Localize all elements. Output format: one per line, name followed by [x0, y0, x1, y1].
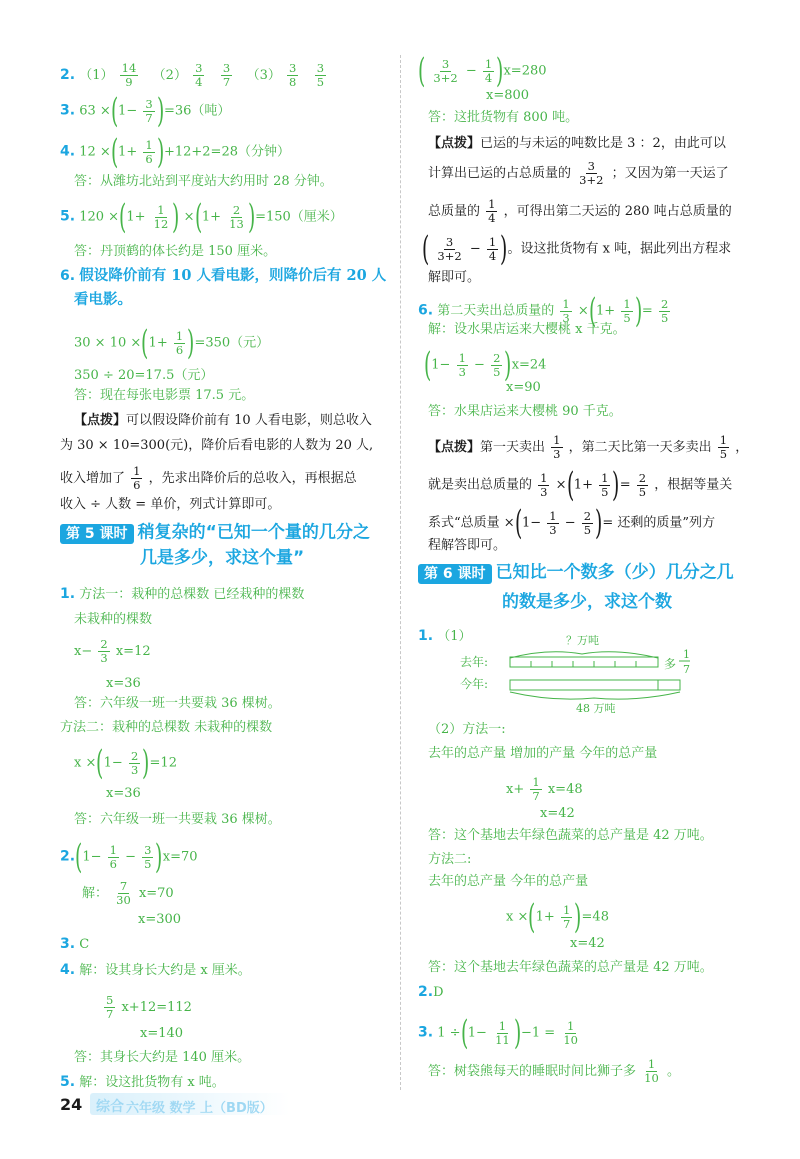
diagram-this-year: 今年: [460, 677, 489, 691]
l5q2-eq: x=300 [138, 912, 182, 927]
fraction: $\frac{1}{6}$ [109, 842, 117, 871]
fraction: $\frac{1}{3}$ [562, 296, 570, 325]
fraction: $\frac{2}{13}$ [229, 202, 244, 231]
l6q1-method1: 去年的总产量 增加的产量 今年的总产量 [428, 746, 658, 761]
fraction: $\frac{2}{5}$ [493, 350, 501, 379]
l6q1-eq1: x+ $\frac{1}{7}$ x=48 [506, 775, 583, 803]
fraction: $\frac{3}{5}$ [316, 61, 325, 89]
l5q3-line: 3. C [60, 936, 90, 952]
q4-answer: 答：从潍坊北站到平度站大约用时 28 分钟。 [74, 174, 333, 189]
l5q4-eq1: $\frac{5}{7}$ x+12=112 [106, 993, 192, 1021]
diagram-total: 48 万吨 [576, 702, 616, 714]
tip3-line2: 就是卖出总质量的 $\frac{1}{3}$ ×(1+ $\frac{1}{5}$ )= $\frac{2}{5}$ ，根据等量关 [428, 465, 733, 505]
fraction: $\frac{1}{7}$ [532, 775, 540, 803]
diagram-more-d: 7 [683, 663, 690, 676]
fraction: $\frac{3}{4}$ [195, 61, 203, 89]
fraction: $\frac{3}{5}$ [144, 842, 152, 871]
tip2-line3: 总质量的 $\frac{1}{4}$ ，可得出第二天运的 280 吨占总质量的 [428, 197, 732, 225]
diagram-more-n: 1 [683, 648, 690, 661]
r-q6-eq2: x=90 [506, 380, 541, 395]
l6q1-answer2: 答：这个基地去年绿色蔬菜的总产量是 42 万吨。 [428, 960, 713, 975]
l5q1-method1: 1. 方法一：栽种的总棵数 已经栽种的棵数 [60, 586, 305, 602]
fraction: $\frac{14}{9}$ [121, 61, 137, 89]
q6-eq1: 30 × 10 ×(1+ $\frac{1}{6}$ )=350（元） [74, 323, 270, 363]
fraction: $\frac{2}{3}$ [100, 637, 108, 665]
fraction: $\frac{3}{8}$ [288, 61, 297, 89]
l5q1-eq3: x ×(1− $\frac{2}{3}$ )=12 [74, 743, 177, 783]
left-column [60, 0, 400, 1159]
fraction: $\frac{1}{3}$ [540, 470, 548, 499]
diagram-qmark: ？万吨 [566, 634, 599, 647]
q5-line: 5. 120 ×(1+ $\frac{1}{12}$ ) ×(1+ $\frac{2}{13}$ )=150（厘米） [60, 197, 343, 237]
l6q1-method2-label: 方法二: [428, 852, 472, 867]
lesson6-header: 第 6 课时 已知比一个数多（少）几分之几 [418, 564, 734, 584]
fraction: $\frac{1}{5}$ [601, 470, 609, 499]
r1-eq2: x=800 [486, 88, 530, 103]
fraction: $\frac{1}{4}$ [488, 234, 497, 263]
fraction: $\frac{2}{5}$ [660, 296, 669, 325]
l5q4-eq2: x=140 [140, 1026, 184, 1041]
r1-eq1: ( $\frac{3}{3+2}$ − $\frac{1}{4}$ )x=280 [417, 51, 547, 91]
fraction: $\frac{1}{7}$ [562, 902, 571, 931]
r-q6-answer: 答：水果店运来大樱桃 90 千克。 [428, 404, 622, 419]
column-divider [400, 55, 401, 1090]
fraction: $\frac{1}{3}$ [553, 433, 561, 461]
q6-title-cont: 看电影。 [74, 291, 132, 308]
lesson-badge: 第 6 课时 [418, 564, 492, 584]
l6q1-method2: 去年的总产量 今年的总产量 [428, 874, 589, 889]
footer-logo: 综合 [96, 1099, 124, 1115]
l5q1-method1b: 未栽种的棵数 [74, 612, 153, 627]
fraction: $\frac{1}{6}$ [145, 137, 153, 166]
r1-answer: 答：这批货物有 800 吨。 [428, 110, 579, 125]
l5q4-answer: 答：其身长大约是 140 厘米。 [74, 1050, 251, 1065]
fraction: $\frac{1}{10}$ [563, 1018, 578, 1047]
fraction: $\frac{2}{5}$ [583, 508, 592, 537]
lesson6-title-cont: 的数是多少，求这个数 [502, 592, 672, 612]
l6q1-answer1: 答：这个基地去年绿色蔬菜的总产量是 42 万吨。 [428, 828, 713, 843]
l6q1-eq2: x=42 [540, 806, 575, 821]
this-year-bar [510, 680, 680, 690]
tip1-line4: 收入 ÷ 人数 = 单价，列式计算即可。 [60, 497, 281, 512]
l6q3-answer: 答：树袋熊每天的睡眠时间比狮子多 $\frac{1}{10}$ 。 [428, 1057, 680, 1085]
fraction: $\frac{1}{6}$ [175, 328, 184, 357]
fraction: $\frac{1}{12}$ [153, 202, 169, 231]
fraction: $\frac{2}{3}$ [130, 748, 139, 777]
tip2-line5: 解即可。 [428, 270, 481, 285]
fraction: $\frac{3}{7}$ [145, 96, 153, 125]
l5q1-answer2: 答：六年级一班一共要栽 36 棵树。 [74, 812, 281, 827]
fraction: $\frac{3}{7}$ [222, 61, 231, 89]
tip3-line3: 系式“总质量 ×(1− $\frac{1}{3}$ − $\frac{2}{5}$ )= 还剩的质量”列方 [428, 503, 716, 543]
lesson5-header: 第 5 课时 稍复杂的“已知一个量的几分之 [60, 524, 370, 544]
right-column [418, 0, 758, 1159]
lesson-badge: 第 5 课时 [60, 524, 134, 544]
tip2-line4: ( $\frac{3}{3+2}$ − $\frac{1}{4}$ )。设这批货物有 x 吨，据此列出方程求 [421, 229, 732, 269]
l5q1-method2: 方法二：栽种的总棵数 未栽种的棵数 [60, 720, 273, 735]
fraction: $\frac{1}{5}$ [719, 433, 728, 461]
q2-line: 2. （1） $\frac{14}{9}$ （2） $\frac{3}{4}$ $\frac{3}{7}$ （3） $\frac{3}{8}$ $\frac{3}{5}$ [60, 61, 325, 89]
l6q1-eq3: x ×(1+ $\frac{1}{7}$ )=48 [506, 897, 609, 937]
fraction: $\frac{1}{4}$ [484, 56, 493, 85]
l6q3-line: 3. 1 ÷(1− $\frac{1}{11}$ )−1 = $\frac{1}{10}$ [418, 1013, 578, 1053]
r-q6-eq1: (1− $\frac{1}{3}$ − $\frac{2}{5}$ )x=24 [423, 345, 547, 385]
fraction: $\frac{7}{30}$ [116, 879, 131, 907]
r-q6-solve: 解：设水果店运来大樱桃 x 千克。 [428, 322, 626, 337]
diagram-more: 多 [664, 657, 677, 671]
page-number: 24 [60, 1095, 83, 1114]
tip3-line4: 程解答即可。 [428, 538, 507, 553]
footer-series: 六年级 数学 上（BD版） [126, 1101, 273, 1116]
l6q1-line: 1. （1） [418, 628, 472, 644]
l5q4-line: 4. 解：设其身长大约是 x 厘米。 [60, 962, 251, 978]
line-segment-diagram [458, 630, 718, 714]
l5q1-eq1: x− $\frac{2}{3}$ x=12 [74, 637, 151, 665]
fraction: $\frac{1}{11}$ [495, 1018, 510, 1047]
q5-answer: 答：丹顶鹤的体长约是 150 厘米。 [74, 244, 277, 259]
fraction: $\frac{3}{3+2}$ [433, 56, 458, 85]
q6-answer: 答：现在每张电影票 17.5 元。 [74, 388, 255, 403]
tip2-line2: 计算出已运的占总质量的 $\frac{3}{3+2}$ ；又因为第一天运了 [428, 159, 729, 187]
lesson5-title-cont: 几是多少，求这个量” [140, 548, 305, 568]
q6-title: 6. 假设降价前有 10 人看电影，则降价后有 20 人 [60, 267, 387, 284]
l5q5-line: 5. 解：设这批货物有 x 吨。 [60, 1074, 225, 1090]
fraction: $\frac{1}{6}$ [133, 464, 141, 492]
l5q1-eq2: x=36 [106, 676, 141, 691]
fraction: $\frac{1}{3}$ [458, 350, 466, 379]
l5q1-eq4: x=36 [106, 786, 141, 801]
fraction: $\frac{3}{3+2}$ [579, 159, 604, 187]
l6q1-eq4: x=42 [570, 936, 605, 951]
l5q2-line: 2.(1− $\frac{1}{6}$ − $\frac{3}{5}$ )x=70 [60, 837, 198, 877]
tip3-line1: 【点拨】第一天卖出 $\frac{1}{3}$ ，第二天比第一天多卖出 $\frac{1}{5}$ ， [428, 433, 749, 461]
q4-line: 4. 12 ×(1+ $\frac{1}{6}$ )+12+2=28（分钟） [60, 132, 290, 172]
fraction: $\frac{5}{7}$ [106, 993, 114, 1021]
fraction: $\frac{3}{3+2}$ [437, 234, 462, 263]
r-q6-line: 6. 第二天卖出总质量的 $\frac{1}{3}$ ×(1+ $\frac{1}{5}$ )= $\frac{2}{5}$ [418, 291, 669, 331]
tip1-line3: 收入增加了 $\frac{1}{6}$ ，先求出降价后的总收入，再根据总 [60, 464, 357, 492]
l5q2-solve: 解： $\frac{7}{30}$ x=70 [82, 879, 174, 907]
l6q1-method1-label: （2）方法一: [428, 722, 506, 737]
l6q2-line: 2.D [418, 984, 444, 1000]
tip1-line2: 为 30 × 10=300(元)，降价后看电影的人数为 20 人, [60, 438, 374, 453]
tip2-line1: 【点拨】已运的与未运的吨数比是 3 ：2，由此可以 [428, 136, 726, 151]
l5q1-answer1: 答：六年级一班一共要栽 36 棵树。 [74, 696, 281, 711]
fraction: $\frac{1}{3}$ [549, 508, 557, 537]
diagram-last-year: 去年: [460, 655, 489, 669]
q3-line: 3. 63 ×(1− $\frac{3}{7}$ )=36（吨） [60, 91, 231, 131]
fraction: $\frac{1}{10}$ [644, 1057, 659, 1085]
fraction: $\frac{1}{4}$ [488, 197, 496, 225]
q6-eq2: 350 ÷ 20=17.5（元） [74, 368, 214, 383]
tip1-line1: 【点拨】可以假设降价前有 10 人看电影，则总收入 [74, 413, 372, 428]
fraction: $\frac{2}{5}$ [638, 470, 647, 499]
fraction: $\frac{1}{5}$ [623, 296, 631, 325]
